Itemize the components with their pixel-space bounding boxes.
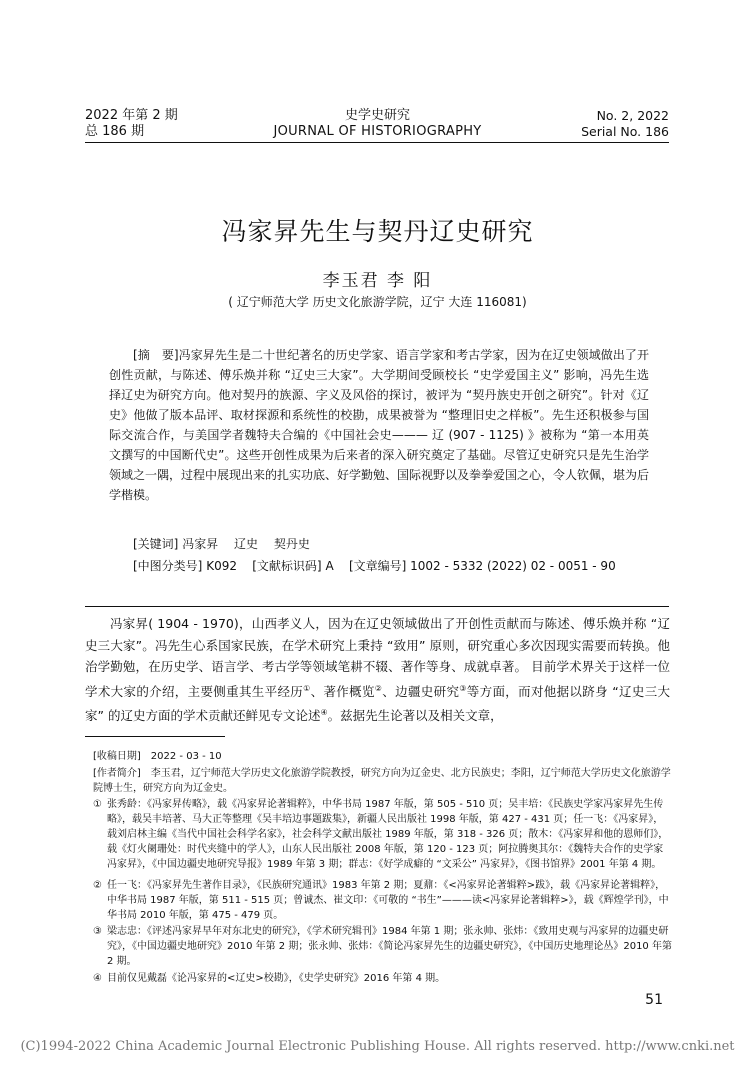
footnote-ref-3[interactable]: ③ xyxy=(459,683,467,693)
body-text-part: 、著作概览 xyxy=(310,683,375,699)
doc-code-label: [文献标识码] xyxy=(252,559,322,573)
article-title: 冯家昇先生与契丹辽史研究 xyxy=(221,217,534,246)
journal-name-en: JOURNAL OF HISTORIOGRAPHY xyxy=(273,124,482,139)
footnote-3 xyxy=(93,924,673,969)
serial-number: Serial No. 186 xyxy=(581,124,669,139)
year-issue: 2022 年第 2 期 xyxy=(85,108,178,123)
footnote-4 xyxy=(93,971,673,986)
keywords xyxy=(133,535,310,552)
body-text-part: 冯家昇( 1904 - 1970)，山西孝义人，因为在辽史领域做出了开创性贡献而与陈述、傅乐焕并称 “辽史三大家”。冯先生心系国家民族，在学术研究上秉持 “致用” 原则，研究重心多次因现实需要而转换。他治学勤勉，在历史学、语言学、考古学等领域笔耕不辍、著作等身、成就卓著。 目前学术界关于这样一位学术大家的介绍，主要侧重其生平经历 xyxy=(85,616,670,699)
footnote-ref-1[interactable]: ① xyxy=(303,683,311,693)
footnote-mark: ③ xyxy=(93,926,102,937)
footnote-ref-2[interactable]: ② xyxy=(374,683,383,693)
doc-code-value: A xyxy=(325,559,334,573)
footnote-divider xyxy=(85,736,225,737)
author-affiliation: ( 辽宁师范大学 历史文化旅游学院，辽宁 大连 116081) xyxy=(228,295,527,309)
article-number-label: [文章编号] xyxy=(348,559,407,573)
copyright-footer: (C)1994-2022 China Academic Journal Electronic Publishing House. All rights reserved. http://www.cnki.net xyxy=(20,1039,735,1054)
clc-label: [中图分类号] xyxy=(133,559,203,573)
abstract-text: 冯家昇先生是二十世纪著名的历史学家、语言学家和考古学家，因为在辽史领域做出了开创性贡献，与陈述、傅乐焕并称 “辽史三大家”。大学期间受顾校长 “史学爱国主义” 影响，冯先生选择辽史为研究方向。他对契丹的族源、字义及风俗的探讨，被评为 “契丹族史开创之研究”。针对《辽史》他做了版本品评、取材探源和系统性的校勘，成果被誉为 “整理旧史之样板”。先生还积极参与国际交流合作，与美国学者魏特夫合编的《中国社会史——— 辽 (907 - 1125) 》被称为 “第一本用英文撰写的中国断代史”。这些开创性成果为后来者的深入研究奠定了基础。尽管辽史研究只是先生治学领域之一隅，过程中展现出来的扎实功底、好学勤勉、国际视野以及拳拳爱国之心，令人钦佩，堪为后学楷模。 xyxy=(109,348,650,502)
article-authors: 李玉君 李 阳 xyxy=(322,271,433,291)
classification-line xyxy=(133,557,616,574)
total-issue: 总 186 期 xyxy=(85,124,145,139)
body-text-part: 等方面，而对他据以跻身 “辽史三大家” 的辽史方面的学术贡献还鲜见专文论述 xyxy=(85,683,671,724)
body-text-part: 、边疆史研究 xyxy=(382,683,460,699)
footnote-text: 梁志忠：《评述冯家昇早年对东北史的研究》，《学术研究辑刊》1984 年第 1 期；张永帅、张炜：《致用史观与冯家昇的边疆史研究》，《中国边疆史地研究》2010 年第 2 期；张永帅、张炜：《简论冯家昇先生的边疆史研究》，《中国历史地理论丛》2010 年第 2 期。 xyxy=(107,926,672,967)
page-number: 51 xyxy=(645,992,663,1008)
footnote-text: 目前仅见戴磊《论冯家昇的<辽史>校勘》，《史学史研究》2016 年第 4 期。 xyxy=(107,973,446,984)
clc-value: K092 xyxy=(206,559,237,573)
body-paragraph xyxy=(85,613,670,727)
footnote-1 xyxy=(93,797,673,872)
journal-name-cn: 史学史研究 xyxy=(344,108,410,123)
body-text-part: 。兹据先生论著以及相关文章， xyxy=(327,708,503,724)
footnote-ref-4[interactable]: ④ xyxy=(320,708,328,718)
footnote-mark: ④ xyxy=(93,973,102,984)
footnote-text: 任一飞：《冯家昇先生著作目录》，《民族研究通讯》1983 年第 2 期；夏鼐：《<冯家昇论著辑粹>跋》，载《冯家昇论著辑粹》，中华书局 1987 年版，第 511 - 515 页；曾诚杰、崔文印：《可敬的 “书生”———读<冯家昇论著辑粹>》，载《辉煌学刊》，中华书局 2010 年版，第 475 - 479 页。 xyxy=(107,880,669,921)
footnote-mark: ② xyxy=(93,880,102,891)
abstract xyxy=(109,345,649,505)
header-divider xyxy=(85,142,669,143)
keywords-text: 冯家昇 辽史 契丹史 xyxy=(182,537,310,551)
journal-number xyxy=(581,108,669,140)
article-number-value: 1002 - 5332 (2022) 02 - 0051 - 90 xyxy=(410,559,616,573)
abstract-divider xyxy=(85,606,669,607)
author-info: [作者简介] 李玉君，辽宁师范大学历史文化旅游学院教授，研究方向为辽金史、北方民族史；李阳，辽宁师范大学历史文化旅游学院博士生，研究方向为辽金史。 xyxy=(93,768,671,794)
footnote-mark: ① xyxy=(93,799,102,810)
received-date: [收稿日期] 2022 - 03 - 10 xyxy=(93,751,222,762)
footnote-text: 张秀龄：《冯家昇传略》，载《冯家昇论著辑粹》，中华书局 1987 年版，第 505 - 510 页；吴丰培：《民族史学家冯家昇先生传略》，载吴丰培著、马大正等整理《吴丰培边事题跋集》，新疆人民出版社 1998 年版，第 427 - 431 页；任一飞：《冯家昇》，载刘启林主编《当代中国社会科学名家》，社会科学文献出版社 1989 年版，第 318 - 326 页；散木：《冯家昇和他的恩师们》，载《灯火阑珊处：时代夹缝中的学人》，山东人民出版社 2008 年版，第 120 - 123 页；阿拉腾奥其尔：《魏特夫合作的史学家冯家昇》，《中国边疆史地研究导报》1989 年第 3 期；群志：《好学成癖的 “文采公” 冯家昇》，《图书馆界》2001 年第 4 期。 xyxy=(107,799,669,870)
issue-number: No. 2, 2022 xyxy=(596,108,669,123)
abstract-label: [摘 要] xyxy=(133,348,179,362)
keywords-label: [关键词] xyxy=(133,537,179,551)
footnote-2 xyxy=(93,878,673,923)
